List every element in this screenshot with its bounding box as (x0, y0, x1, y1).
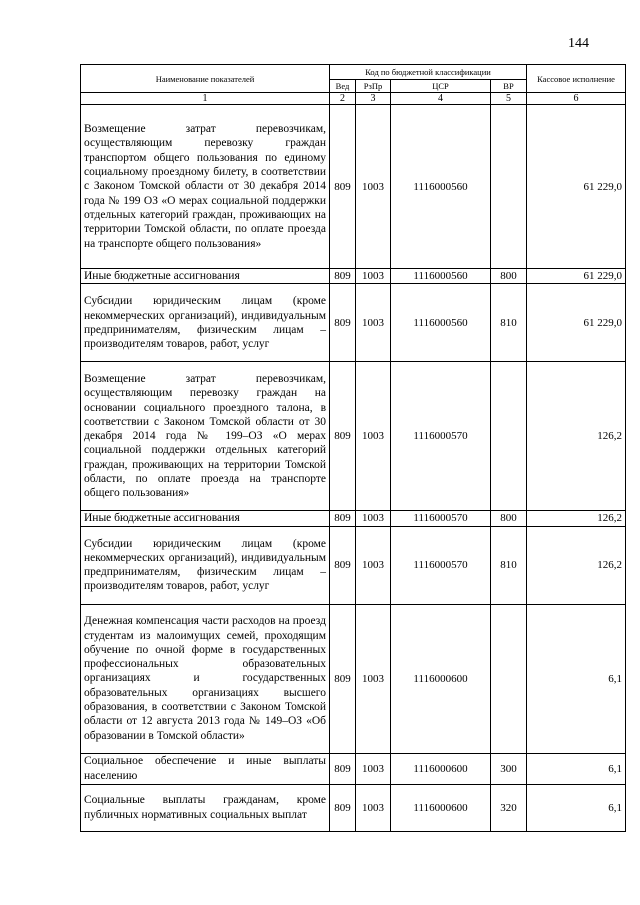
row-amount: 6,1 (527, 604, 626, 753)
header-rzpr: РзПр (356, 80, 391, 93)
budget-table (80, 64, 626, 832)
row-ved: 809 (330, 526, 356, 604)
row-csr: 1116000600 (391, 753, 491, 784)
row-rzpr: 1003 (356, 753, 391, 784)
table-row (81, 753, 626, 784)
row-name: Социальные выплаты гражданам, кроме публичных нормативных социальных выплат (81, 784, 330, 831)
header-code-group: Код по бюджетной классификации (330, 65, 527, 80)
page-number: 144 (568, 36, 589, 51)
table-row (81, 105, 626, 269)
table-row (81, 511, 626, 526)
row-ved: 809 (330, 604, 356, 753)
column-number: 4 (391, 93, 491, 105)
row-name: Возмещение затрат перевозчикам, осуществляющим перевозку граждан транспортом общего пользования по единому социальному проездному билету, в соответствии с Законом Томской области от 30 декабря 2014 года № 199 ОЗ «О мерах социальной поддержки отдельных категорий граждан, проживающих на территории Томской области, по оплате проезда на транспорте общего пользования» (81, 105, 330, 269)
row-name: Иные бюджетные ассигнования (81, 511, 330, 526)
row-name: Субсидии юридическим лицам (кроме некоммерческих организаций), индивидуальным предпринимателям, физическим лицам – производителям товаров, работ, услуг (81, 526, 330, 604)
row-name: Субсидии юридическим лицам (кроме некоммерческих организаций), индивидуальным предпринимателям, физическим лицам – производителям товаров, работ, услуг (81, 284, 330, 362)
header-ved: Вед (330, 80, 356, 93)
column-number: 5 (491, 93, 527, 105)
row-rzpr: 1003 (356, 511, 391, 526)
row-vr: 810 (491, 284, 527, 362)
row-rzpr: 1003 (356, 784, 391, 831)
row-name: Возмещение затрат перевозчикам, осуществляющим перевозку граждан на основании социального проездного талона, в соответствии с Законом Томской области от 30 декабря 2014 года № 199–ОЗ «О мерах социальной поддержки отдельных категорий граждан, проживающих на территории Томской области, по оплате проезда на транспорте общего пользования» (81, 362, 330, 511)
column-number: 6 (527, 93, 626, 105)
header-execution: Кассовое исполнение (527, 65, 626, 93)
row-vr: 300 (491, 753, 527, 784)
table-row (81, 362, 626, 511)
row-ved: 809 (330, 362, 356, 511)
row-amount: 6,1 (527, 753, 626, 784)
row-rzpr: 1003 (356, 105, 391, 269)
table-row (81, 604, 626, 753)
row-name: Денежная компенсация части расходов на проезд студентам из малоимущих семей, проходящим обучение по очной форме в государственных профессиональных образовательных организациях и государственных образовательных организациях высшего образования, в соответствии с Законом Томской области от 12 августа 2013 года № 149–ОЗ «Об образовании в Томской области» (81, 604, 330, 753)
row-csr: 1116000570 (391, 526, 491, 604)
row-amount: 61 229,0 (527, 105, 626, 269)
row-csr: 1116000560 (391, 284, 491, 362)
row-vr: 800 (491, 511, 527, 526)
row-ved: 809 (330, 753, 356, 784)
column-number: 1 (81, 93, 330, 105)
row-csr: 1116000560 (391, 269, 491, 284)
row-vr: 800 (491, 269, 527, 284)
row-name: Социальное обеспечение и иные выплаты населению (81, 753, 330, 784)
row-csr: 1116000570 (391, 362, 491, 511)
row-amount: 126,2 (527, 526, 626, 604)
column-number: 3 (356, 93, 391, 105)
row-rzpr: 1003 (356, 526, 391, 604)
row-vr (491, 604, 527, 753)
row-rzpr: 1003 (356, 269, 391, 284)
row-amount: 6,1 (527, 784, 626, 831)
row-ved: 809 (330, 105, 356, 269)
row-rzpr: 1003 (356, 362, 391, 511)
row-rzpr: 1003 (356, 604, 391, 753)
header-vr: ВР (491, 80, 527, 93)
row-csr: 1116000570 (391, 511, 491, 526)
header-csr: ЦСР (391, 80, 491, 93)
table-row (81, 284, 626, 362)
row-csr: 1116000600 (391, 784, 491, 831)
table-row (81, 526, 626, 604)
row-ved: 809 (330, 784, 356, 831)
row-vr: 810 (491, 526, 527, 604)
table-row (81, 269, 626, 284)
row-ved: 809 (330, 269, 356, 284)
row-vr (491, 362, 527, 511)
row-amount: 126,2 (527, 511, 626, 526)
row-name: Иные бюджетные ассигнования (81, 269, 330, 284)
row-vr: 320 (491, 784, 527, 831)
row-amount: 126,2 (527, 362, 626, 511)
row-amount: 61 229,0 (527, 284, 626, 362)
row-rzpr: 1003 (356, 284, 391, 362)
row-vr (491, 105, 527, 269)
header-name: Наименование показателей (81, 65, 330, 93)
row-csr: 1116000560 (391, 105, 491, 269)
row-ved: 809 (330, 511, 356, 526)
row-csr: 1116000600 (391, 604, 491, 753)
row-amount: 61 229,0 (527, 269, 626, 284)
column-number: 2 (330, 93, 356, 105)
row-ved: 809 (330, 284, 356, 362)
table-row (81, 784, 626, 831)
